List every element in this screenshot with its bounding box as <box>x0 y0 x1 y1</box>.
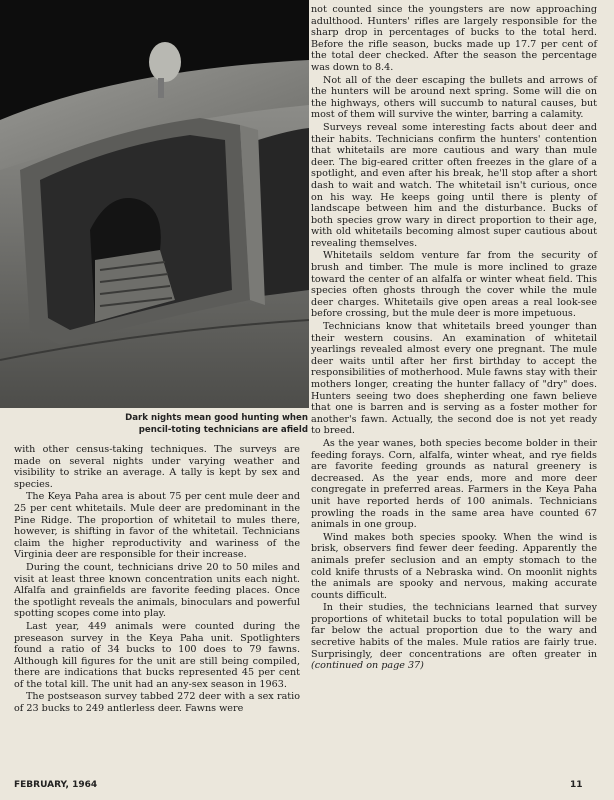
paragraph: During the count, technicians drive 20 to 50 miles and visit at least three known concentration units each night. Alfalfa and grainfields are favorite feeding places. Once the spotlight reveals the animals, binoculars and powerful spotting scopes come into play. <box>14 561 300 620</box>
right-text-column <box>311 4 597 672</box>
paragraph: Surveys reveal some interesting facts about deer and their habits. Technicians confirm the hunters' contention that whitetails are more cautious and wary than mule deer. The big-eared critter often freezes in the glare of a spotlight, and even after his break, he'll stop after a short dash to wait and watch. The whitetail isn't curious, once on his way. He keeps going until there is plenty of landscape between him and the disturbance. Bucks of both species grow wary in direct proportion to their age, with old whitetails becoming almost super cautious about revealing themselves. <box>311 121 597 249</box>
paragraph: with other census-taking techniques. The surveys are made on several nights under varying weather and visibility to strike an average. A tally is kept by sex and species. <box>14 444 300 490</box>
paragraph <box>311 602 597 672</box>
left-text-column <box>14 444 300 715</box>
continued-note: (continued on page 37) <box>311 660 424 672</box>
page-number: 11 <box>570 780 583 790</box>
paragraph: The Keya Paha area is about 75 per cent mule deer and 25 per cent whitetails. Mule deer are predominant in the Pine Ridge. The proportion of whitetail to mules there, however, is shifting in favor of the whitetail. Technicians claim the higher reproductivity and wariness of the Virginia deer are responsible for their increase. <box>14 491 300 561</box>
paragraph: As the year wanes, both species become bolder in their feeding forays. Corn, alfalfa, winter wheat, and rye fields are favorite feeding grounds as natural greenery is decreased. As the year ends, more and more deer congregate in preferred areas. Farmers in the Keya Paha unit have reported herds of 100 animals. Technicians prowling the roads in the same area have counted 67 animals in one group. <box>311 437 597 531</box>
issue-date: FEBRUARY, 1964 <box>14 780 98 790</box>
paragraph: Last year, 449 animals were counted during the preseason survey in the Keya Paha unit. Spotlighters found a ratio of 34 bucks to 100 does to 79 fawns. Although kill figures for the unit are still being compiled, there are indications that bucks represented 45 per cent of the total kill. The unit had an any-sex season in 1963. <box>14 620 300 690</box>
paragraph: Not all of the deer escaping the bullets and arrows of the hunters will be around next spring. Some will die on the highways, others will succumb to natural causes, but most of them will survive the winter, barring a calamity. <box>311 74 597 121</box>
paragraph: Technicians know that whitetails breed younger than their western cousins. An examination of whitetail yearlings revealed almost every one pregnant. The mule deer waits until after her first birthday to accept the responsibilities of motherhood. Mule fawns stay with their mothers longer, creating the hunter fallacy of "dry" does. Hunters seeing two does shepherding one fawn believe that one is barren and is serving as a foster mother for another's fawn. Actually, the second doe is not yet ready to breed. <box>311 321 597 437</box>
paragraph: Wind makes both species spooky. When the wind is brisk, observers find fewer deer feeding. Apparently the animals prefer seclusion and an empty stomach to the cold knife thrusts of a Nebraska wind. On moonlit nights the animals are spooky and nervous, making accurate counts difficult. <box>311 531 597 601</box>
car-spotlight-photo <box>0 0 309 408</box>
paragraph: The postseason survey tabbed 272 deer with a sex ratio of 23 bucks to 249 antlerless deer. Fawns were <box>14 691 300 715</box>
paragraph-text: In their studies, the technicians learned that survey proportions of whitetail bucks to total population will be far below the actual proportion due to the wary and secretive habits of the males. Mule ratios are fairly true. Surprisingly, deer concentrations are often greater in <box>311 602 597 660</box>
photo-caption: Dark nights mean good hunting when pencil-toting technicians are afield <box>125 413 308 435</box>
paragraph: Whitetails seldom venture far from the security of brush and timber. The mule is more inclined to graze toward the center of an alfalfa or winter wheat field. This species often ghosts through the cover while the mule deer charges. Whitetails give open areas a real look-see before crossing, but the mule deer is more impetuous. <box>311 250 597 320</box>
paragraph: not counted since the youngsters are now approaching adulthood. Hunters' rifles are largely responsible for the sharp drop in percentages of bucks to the total herd. Before the rifle season, bucks made up 17.7 per cent of the total deer checked. After the season the percentage was down to 8.4. <box>311 4 597 73</box>
